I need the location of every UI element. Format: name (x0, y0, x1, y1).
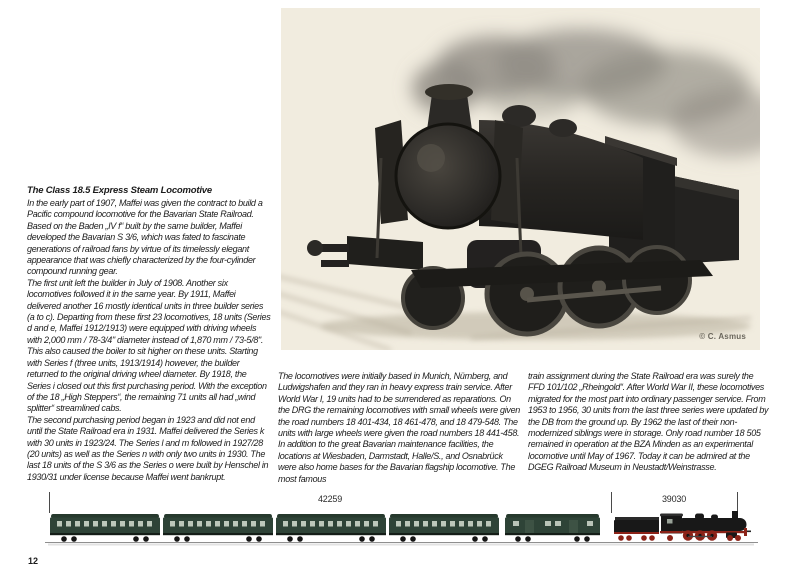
product-number-car-set: 42259 (317, 494, 343, 504)
dimension-tick (611, 492, 612, 513)
dimension-tick (49, 492, 50, 513)
article-paragraph: In the early part of 1907, Maffei was given the contract to build a Pacific compound locomotive for the Bavarian State Railroad. Based on the Baden „IV f“ built by the same builder, Maffei developed the Bavarian S 3/6, which was fated to fascinate generations of railroad fans by virtue of its timelessly elegant appearance that was chiefly characterized by the four-cylinder compound running gear. (27, 198, 263, 277)
article-column-left (27, 185, 271, 483)
product-number-locomotive: 39030 (661, 494, 687, 504)
article-paragraph: The second purchasing period began in 1923 and did not end until the State Railroad era in 1931. Maffei delivered the Series k with 30 units in 1923/24. The Series l and m followed in 1927/28 (20 units) as well as the Series n with only two units in 1930. The last 18 units of the S 3/6 as the Series o were built by Henschel in 1930/31 under license because Maffei went bankrupt. (27, 414, 269, 482)
article-column-middle (278, 371, 522, 485)
article-paragraph: The first unit left the builder in July of 1908. Another six locomotives followed it in the same year. By 1911, Maffei delivered another 16 mostly identical units in three builder series (a to c). Departing from these first 23 locomotives, 18 units (Series d and e, Maffei 1912/1913) were equipped with driving wheels with 2,000 mm / 78-3/4" diameter instead of 1,870 mm / 73-5/8". This also caused the boiler to sit higher on these units. Starting with Series f (three units, 1913/1914) however, the builder returned to the original driving wheel diameter. By 1918, the Series i closed out this first purchasing period. With the exception of the 18 „High Steppers“, the remaining 71 units all had „wind splitter“ streamlined cabs. (27, 277, 271, 414)
photo-credit: © C. Asmus (699, 332, 746, 341)
steam-locomotive-photo-illustration (281, 8, 760, 350)
article-heading: The Class 18.5 Express Steam Locomotive (27, 185, 212, 196)
model-train-illustration (40, 509, 760, 555)
dimension-tick (737, 492, 738, 513)
article-paragraph: train assignment during the State Railroad era was surely the FFD 101/102 „Rheingold“. After World War II, these locomotives migrated for the most part into ordinary passenger service. From 1953 to 1956, 30 units from the last three series were updated by the DB from the ground up. By 1962 the last of their non-modernized siblings were in storage. Only road number 18 505 remained in operation at the BZA Minden as an experimental locomotive until May of 1967. Today it can be admired at the DGEG Railroad Museum in Neustadt/Weinstrasse. (528, 371, 769, 473)
model-coach (50, 514, 600, 542)
model-locomotive (614, 511, 751, 541)
page-number: 12 (28, 556, 39, 566)
model-baggage-car (505, 514, 600, 542)
article-column-right (528, 371, 772, 474)
historic-locomotive-photo (281, 8, 760, 350)
article-paragraph: The locomotives were initially based in Munich, Nürnberg, and Ludwigshafen and they ran in heavy express train service. After World War I, 19 units had to be surrendered as reparations. On the DRG the remaining locomotives with small wheels were given the road numbers 18 401-434, 18 461-478, and 18 479-548. The units with large wheels were given the road numbers 18 441-458. In addition to the great Bavarian maintenance facilities, the locations at Wiesbaden, Darmstadt, Halle/S., and Osnabrück were also home bases for the Bavarian flagship locomotive. The most famous (278, 371, 521, 484)
